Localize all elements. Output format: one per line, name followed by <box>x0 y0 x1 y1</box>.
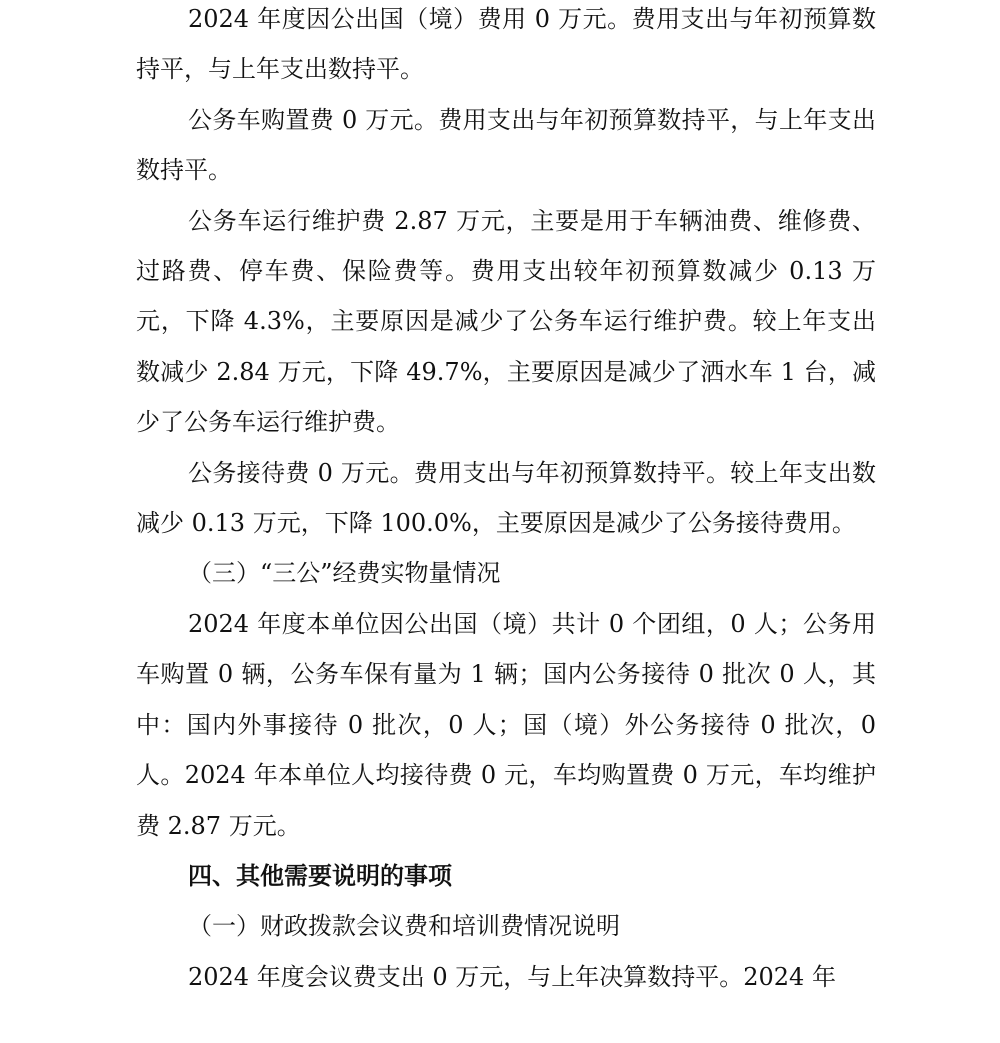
document-page <box>136 0 876 1002</box>
paragraph-reception-expense: 公务接待费 0 万元。费用支出与年初预算数持平。较上年支出数减少 0.13 万元，下降 100.0%，主要原因是减少了公务接待费用。 <box>136 458 876 538</box>
paragraph-vehicle-purchase: 公务车购置费 0 万元。费用支出与年初预算数持平，与上年支出数持平。 <box>136 105 876 185</box>
paragraph-meeting-expense: 2024 年度会议费支出 0 万元，与上年决算数持平。2024 年 <box>188 962 836 991</box>
section-heading-physical-quantity: （三）“三公”经费实物量情况 <box>188 559 501 588</box>
paragraph-overseas-expense: 2024 年度因公出国（境）费用 0 万元。费用支出与年初预算数持平，与上年支出数持平。 <box>136 5 876 84</box>
section-heading-meeting-training: （一）财政拨款会议费和培训费情况说明 <box>188 912 620 941</box>
paragraph-vehicle-maintenance: 公务车运行维护费 2.87 万元，主要是用于车辆油费、维修费、过路费、停车费、保险费等。费用支出较年初预算数减少 0.13 万元，下降 4.3%，主要原因是减少了公务车运行维护费。较上年支出数减少 2.84 万元，下降 49.7%，主要原因是减少了洒水车 1 台，减少了公务车运行维护费。 <box>136 206 876 437</box>
section-heading-other-matters: 四、其他需要说明的事项 <box>188 861 452 890</box>
paragraph-physical-quantity: 2024 年度本单位因公出国（境）共计 0 个团组，0 人；公务用车购置 0 辆，公务车保有量为 1 辆；国内公务接待 0 批次 0 人，其中：国内外事接待 0 批次，0 人；国（境）外公务接待 0 批次，0 人。2024 年本单位人均接待费 0 元，车均购置费 0 万元，车均维护费 2.87 万元。 <box>136 609 876 840</box>
